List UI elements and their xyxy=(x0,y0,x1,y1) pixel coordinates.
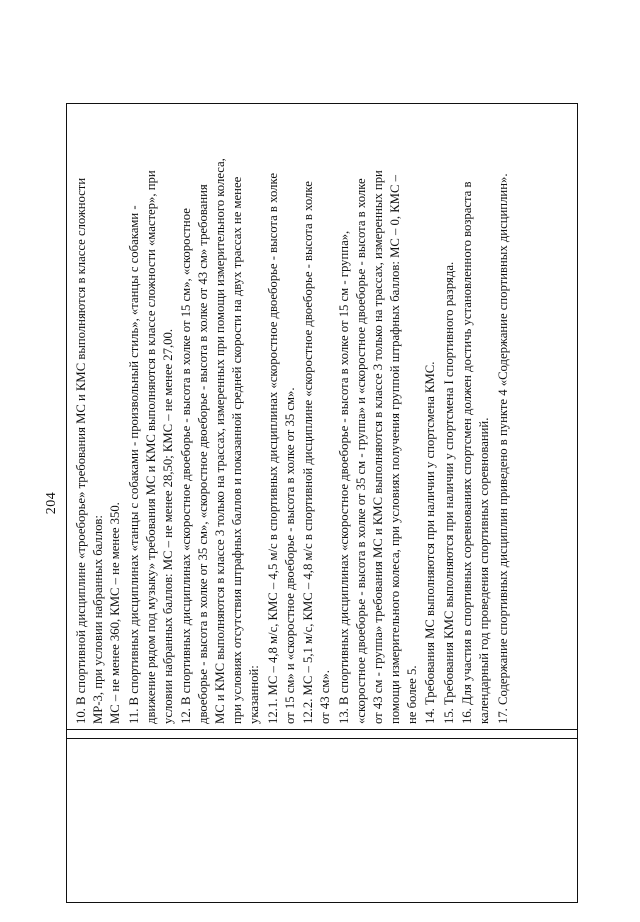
note-line: двоеборье - высота в холке от 35 см», «скоростное двоеборье - высота в холке от 43 см» требования xyxy=(196,184,210,724)
note-line: МР-3, при условии набранных баллов: xyxy=(91,515,105,724)
note-line: 11. В спортивных дисциплинах «танцы с собаками - произвольный стиль», «танцы с собаками - xyxy=(126,205,141,724)
note-paragraph xyxy=(495,110,512,724)
note-line: от 15 см» и «скоростное двоеборье - высота в холке от 35 см». xyxy=(282,387,297,724)
notes-table xyxy=(66,103,578,903)
note-paragraph xyxy=(126,110,177,724)
page-number: 204 xyxy=(44,491,59,515)
table-column-left xyxy=(67,738,577,902)
note-line: 13. В спортивных дисциплинах «скоростное двоеборье - высота в холке от 15 см - группа», xyxy=(336,230,351,724)
note-line: от 43 см - группа» требования МС и КМС выполняются в классе 3 только на трассах, измеренных при xyxy=(370,170,385,724)
note-line: календарный год проведения спортивных соревнований. xyxy=(477,417,491,724)
note-line: 12.1. МС – 4,8 м/с, КМС – 4,5 м/с в спортивных дисциплинах «скоростное двоеборье - высота в холке xyxy=(265,173,280,724)
table-column-notes xyxy=(67,104,577,728)
note-line: от 43 см». xyxy=(318,670,332,724)
note-line: не более 5. xyxy=(404,665,419,724)
note-line: 12. В спортивных дисциплинах «скоростное двоеборье - высота в холке от 15 см», «скоростное xyxy=(179,208,193,724)
note-line: МС и КМС выполняются в классе 3 только на трассах, измеренных при помощи измерительного колеса, xyxy=(213,158,227,724)
note-line: при условиях отсутствия штрафных баллов и показанной средней скорости на двух трассах не менее xyxy=(230,176,244,724)
note-paragraph xyxy=(73,110,124,724)
table-column-narrow xyxy=(67,729,577,738)
note-paragraph xyxy=(422,110,439,724)
note-paragraph xyxy=(459,110,493,724)
note-line: 14. Требования МС выполняются при наличии у спортсмена КМС. xyxy=(423,361,437,724)
rotated-page xyxy=(44,103,578,903)
note-line: «скоростное двоеборье - высота в холке от 35 см - группа» и «скоростное двоеборье - высота в холке xyxy=(353,178,368,724)
note-line: помощи измерительного колеса, при условиях получения группой штрафных баллов: МС – 0, КМС – xyxy=(387,175,402,724)
note-line: указанной: xyxy=(247,665,261,724)
note-line: МС – не менее 360, КМС – не менее 350. xyxy=(108,502,122,724)
note-paragraph xyxy=(336,110,421,724)
note-line: 12.2. МС – 5,1 м/с, КМС – 4,8 м/с в спортивной дисциплине «скоростное двоеборье - высота в холке xyxy=(301,181,315,724)
note-line: условии набранных баллов: МС – не менее 28,50; КМС – не менее 27,00. xyxy=(160,329,175,724)
note-line: 16. Для участия в спортивных соревнованиях спортсмен должен достичь установленного возраста в xyxy=(460,181,474,724)
note-line: 17. Содержание спортивных дисциплин приведено в пункте 4 «Содержание спортивных дисциплин». xyxy=(495,173,510,724)
note-line: 15. Требования КМС выполняются при наличии у спортсмена I спортивного разряда. xyxy=(441,261,456,724)
note-paragraph xyxy=(441,110,458,724)
note-line: 10. В спортивной дисциплине «троеборье» требования МС и КМС выполняются в классе сложности xyxy=(74,177,88,724)
note-paragraph xyxy=(265,110,299,724)
note-paragraph xyxy=(178,110,263,724)
note-paragraph xyxy=(300,110,334,724)
note-line: движение рядом под музыку» требования МС и КМС выполняются в классе сложности «мастер», при xyxy=(143,170,158,724)
